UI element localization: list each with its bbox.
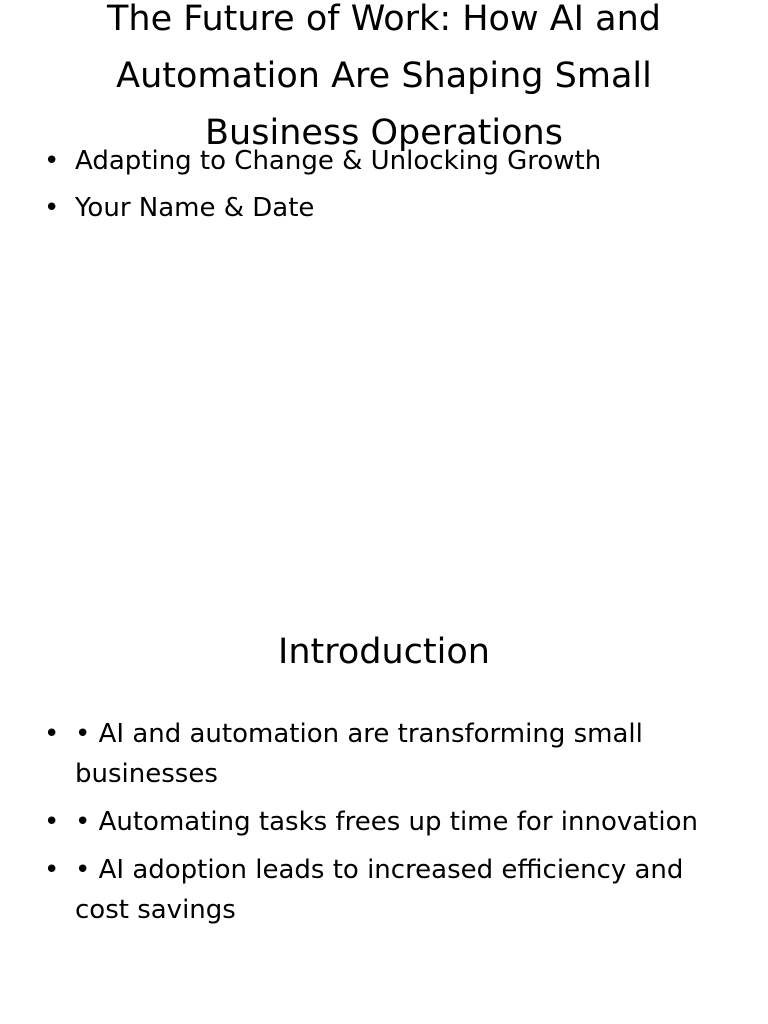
list-item (44, 714, 734, 794)
bullet-icon: • (44, 146, 60, 176)
list-item (44, 187, 734, 229)
list-item (44, 140, 734, 182)
bullet-text: • AI and automation are transforming small businesses (75, 719, 643, 789)
bullet-text: • AI adoption leads to increased efficiency and cost savings (75, 855, 684, 925)
bullet-icon: • (44, 807, 60, 837)
slide-title: The Future of Work: How AI and Automation Are Shaping Small Business Operations (107, 0, 661, 153)
bullet-icon: • (44, 719, 60, 749)
bullet-icon: • (44, 193, 60, 223)
bullet-text: Adapting to Change & Unlocking Growth (75, 146, 602, 176)
slide-title: Introduction (278, 632, 490, 672)
bullet-icon: • (44, 855, 60, 885)
bullet-list (44, 140, 734, 234)
bullet-text: • Automating tasks frees up time for innovation (75, 807, 698, 837)
list-item (44, 802, 734, 842)
introduction-slide (0, 576, 768, 1024)
bullet-list (44, 714, 734, 938)
list-item (44, 850, 734, 930)
bullet-text: Your Name & Date (75, 193, 315, 223)
